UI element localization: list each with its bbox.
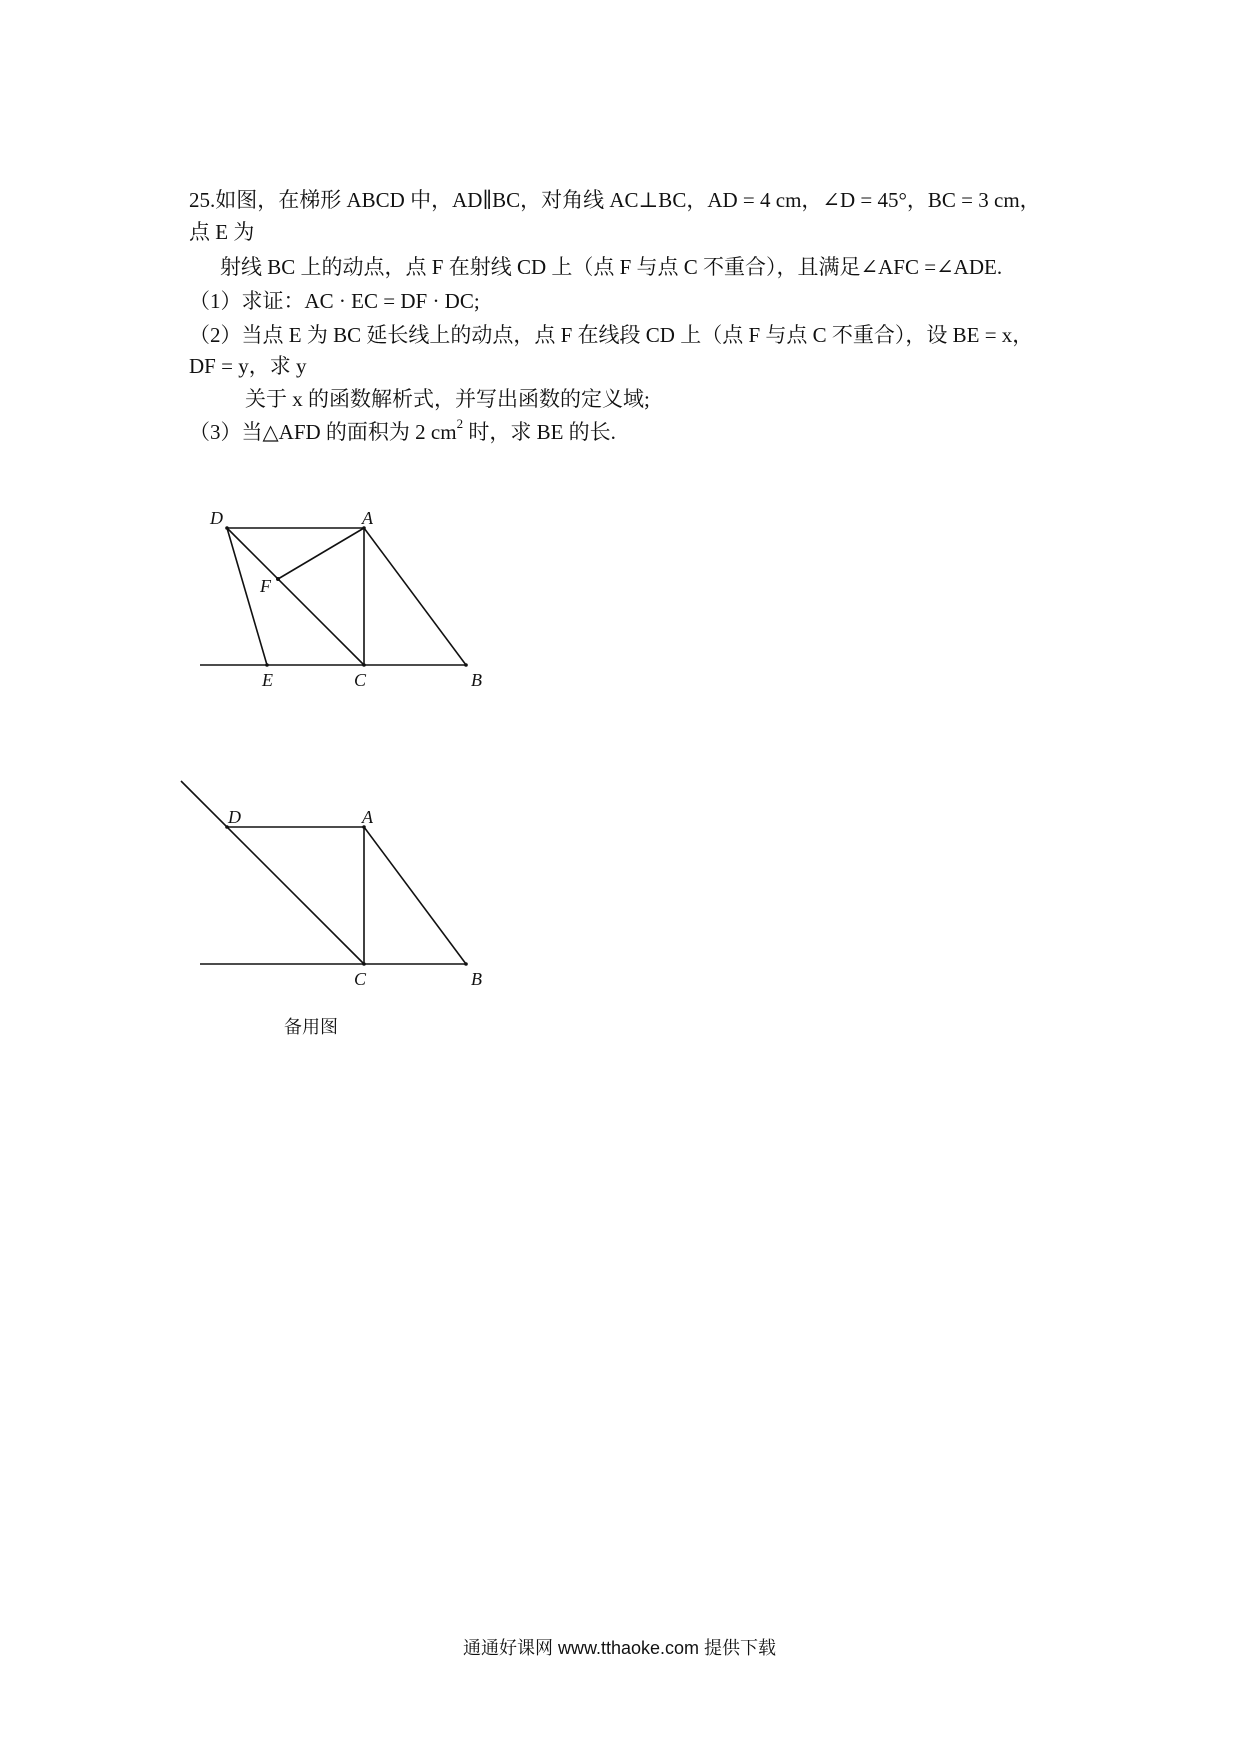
label-a: A [362, 508, 373, 528]
problem-line-3: 射线 BC 上的动点，点 F 在射线 CD 上（点 F 与点 C 不重合），且满足∠AFC =∠ADE. [220, 255, 1003, 279]
part-3 [189, 417, 616, 447]
label-f: F [260, 576, 271, 596]
page-footer: 通通好课网 www.tthaoke.com 提供下载 [463, 1638, 777, 1658]
figure-1-diagram [190, 500, 500, 700]
part-2-line-3: 关于 x 的函数解析式，并写出函数的定义域; [245, 387, 650, 411]
segment-ab [364, 827, 466, 964]
part-2-line-2: DF = y，求 y [189, 354, 307, 378]
figure-2-caption: 备用图 [284, 1017, 338, 1037]
part-2-line-1: （2）当点 E 为 BC 延长线上的动点，点 F 在线段 CD 上（点 F 与点 C 不重合），设 BE = x， [189, 323, 1034, 347]
problem-line-1: 25.如图，在梯形 ABCD 中，AD∥BC，对角线 AC⊥BC，AD = 4 cm，∠D = 45°，BC = 3 cm， [189, 188, 1041, 212]
label-c: C [354, 670, 367, 690]
label-b: B [471, 670, 482, 690]
ray-cd [181, 781, 364, 964]
problem-line-2: 点 E 为 [189, 220, 255, 244]
part-3-superscript: 2 [456, 416, 464, 431]
label-c: C [354, 969, 367, 989]
label-d: D [210, 508, 223, 528]
part-1: （1）求证：AC · EC = DF · DC; [189, 289, 480, 313]
part-3-prefix: （3）当△AFD 的面积为 2 cm [189, 420, 457, 444]
label-a: A [362, 807, 373, 827]
label-d: D [228, 807, 241, 827]
label-b: B [471, 969, 482, 989]
segment-af [278, 528, 364, 579]
label-e: E [262, 670, 273, 690]
segment-ab [364, 528, 466, 665]
figure-2-diagram [175, 775, 500, 990]
part-3-suffix: 时，求 BE 的长. [463, 420, 616, 444]
